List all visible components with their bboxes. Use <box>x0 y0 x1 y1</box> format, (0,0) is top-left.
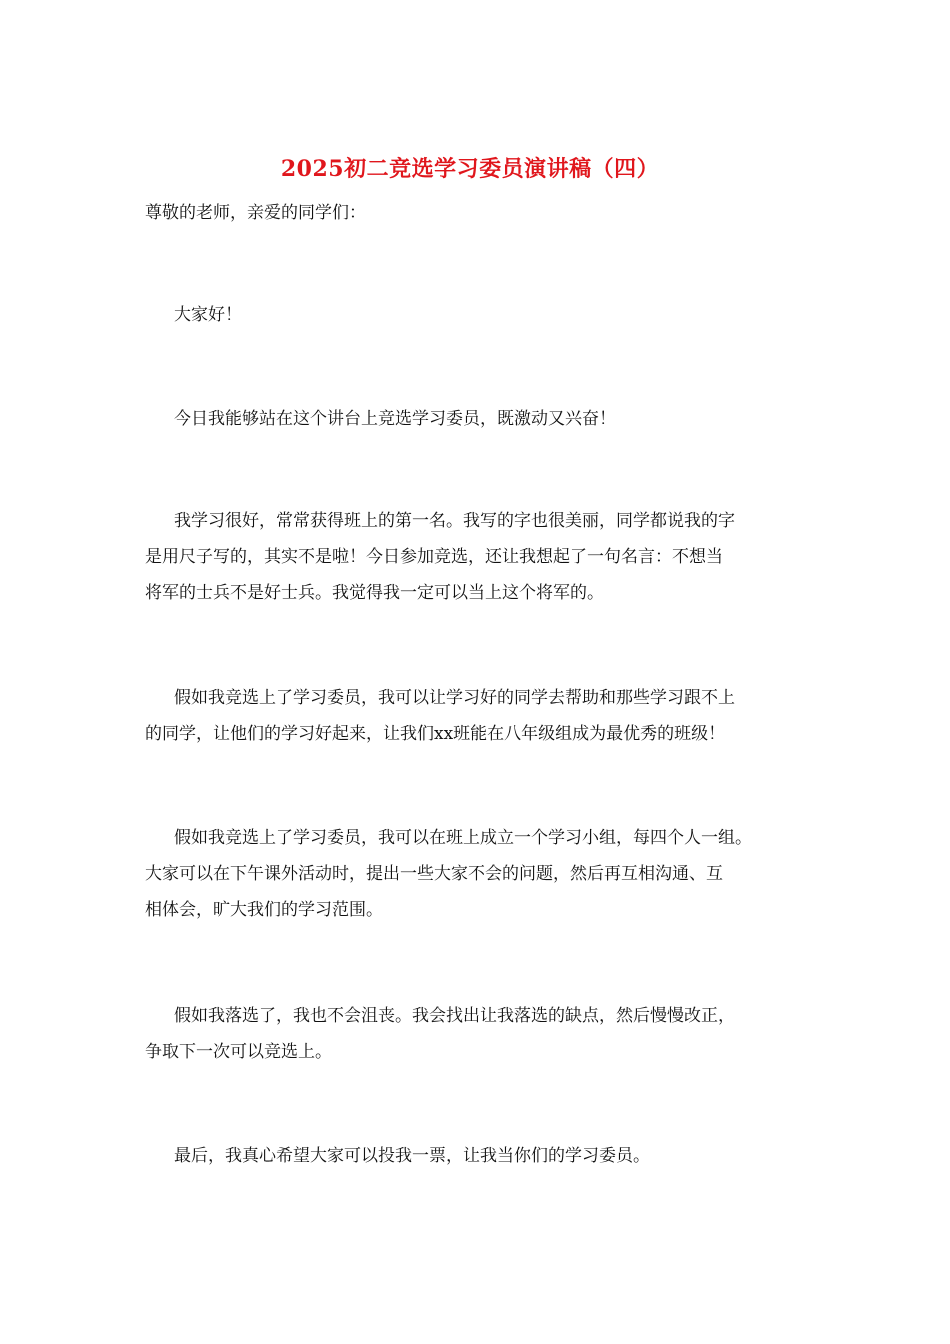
paragraph-2 <box>145 401 835 437</box>
document-title: 2025初二竞选学习委员演讲稿（四） <box>280 156 660 182</box>
paragraph-line: 将军的士兵不是好士兵。我觉得我一定可以当上这个将军的。 <box>145 583 604 603</box>
paragraph-5 <box>145 820 835 928</box>
paragraph-line: 的同学，让他们的学习好起来，让我们xx班能在八年级组成为最优秀的班级！ <box>145 724 726 744</box>
paragraph-4 <box>145 680 835 752</box>
paragraph-7 <box>145 1138 835 1174</box>
paragraph-line: 相体会，旷大我们的学习范围。 <box>145 900 383 920</box>
paragraph-1 <box>145 297 835 333</box>
paragraph-line: 假如我落选了，我也不会沮丧。我会找出让我落选的缺点，然后慢慢改正， <box>174 1006 735 1026</box>
paragraph-line: 我学习很好，常常获得班上的第一名。我写的字也很美丽，同学都说我的字 <box>174 511 735 531</box>
paragraph-3 <box>145 503 835 611</box>
paragraph-line: 今日我能够站在这个讲台上竞选学习委员，既激动又兴奋！ <box>174 409 616 429</box>
paragraph-line: 假如我竞选上了学习委员，我可以在班上成立一个学习小组，每四个人一组。 <box>174 828 752 848</box>
paragraph-6 <box>145 998 835 1070</box>
greeting-line: 尊敬的老师，亲爱的同学们： <box>145 203 366 223</box>
paragraph-line: 争取下一次可以竞选上。 <box>145 1042 332 1062</box>
paragraph-line: 假如我竞选上了学习委员，我可以让学习好的同学去帮助和那些学习跟不上 <box>174 688 735 708</box>
paragraph-line: 大家可以在下午课外活动时，提出一些大家不会的问题，然后再互相沟通、互 <box>145 864 723 884</box>
paragraph-line: 大家好！ <box>174 305 242 325</box>
paragraph-line: 是用尺子写的，其实不是啦！今日参加竞选，还让我想起了一句名言：不想当 <box>145 547 723 567</box>
paragraph-line: 最后，我真心希望大家可以投我一票，让我当你们的学习委员。 <box>174 1146 650 1166</box>
